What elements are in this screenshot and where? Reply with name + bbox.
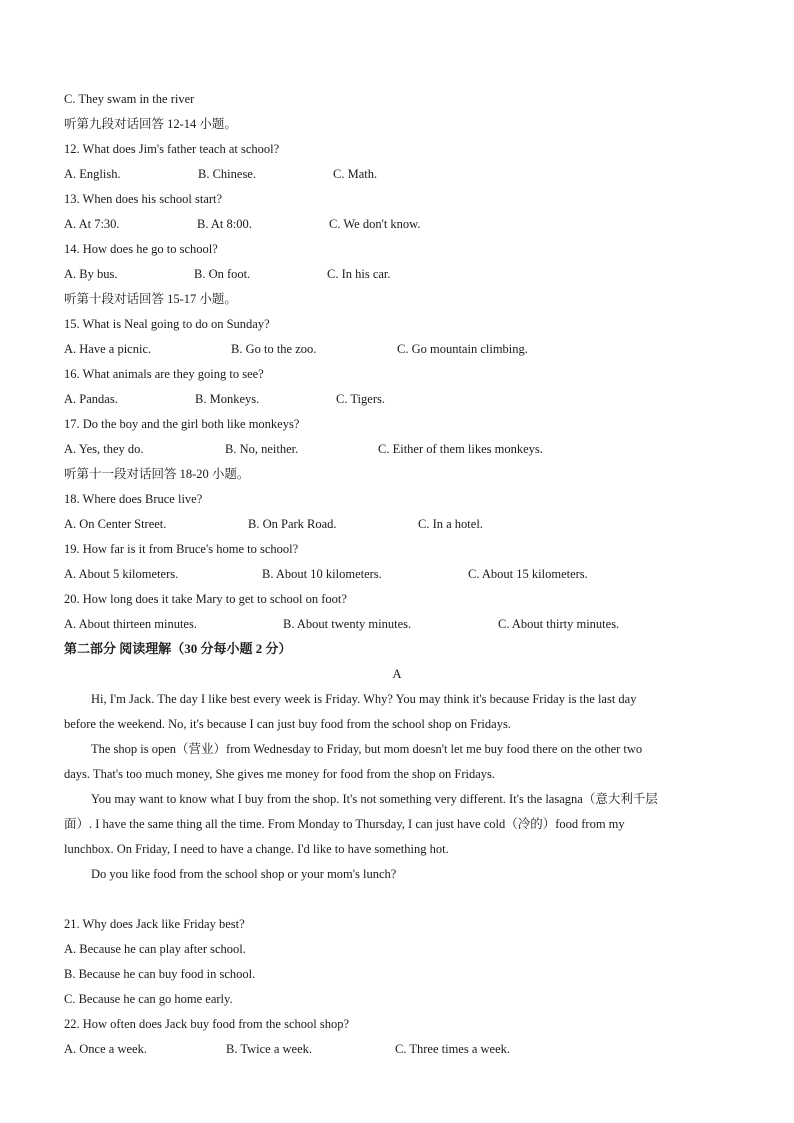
question-14: 14. How does he go to school?: [64, 242, 218, 256]
option-a: A. Because he can play after school.: [64, 942, 246, 956]
question-16: 16. What animals are they going to see?: [64, 367, 264, 381]
option-a: A. At 7:30.: [64, 217, 120, 231]
question-18: 18. Where does Bruce live?: [64, 492, 203, 506]
question-13: 13. When does his school start?: [64, 192, 223, 206]
option-a: A. Yes, they do.: [64, 442, 144, 456]
question-15: 15. What is Neal going to do on Sunday?: [64, 317, 270, 331]
option-a: A. About thirteen minutes.: [64, 617, 197, 631]
option-b: B. About 10 kilometers.: [262, 567, 382, 581]
option-a: A. English.: [64, 167, 121, 181]
option-c: C. Math.: [333, 167, 378, 181]
question-20: 20. How long does it take Mary to get to school on foot?: [64, 592, 347, 606]
option-b: B. On Park Road.: [248, 517, 337, 531]
passage-line: Hi, I'm Jack. The day I like best every week is Friday. Why? You may think it's because Friday is the last day: [91, 692, 637, 706]
option-a: A. About 5 kilometers.: [64, 567, 179, 581]
option-c: C. About thirty minutes.: [498, 617, 620, 631]
passage-line: 面）. I have the same thing all the time. From Monday to Thursday, I can just have cold（冷的）food from my: [64, 817, 625, 831]
option-c: C. In a hotel.: [418, 517, 483, 531]
section-instruction: 听第十段对话回答 15-17 小题。: [64, 292, 237, 306]
section-instruction: 听第十一段对话回答 18-20 小题。: [64, 467, 250, 481]
question-12: 12. What does Jim's father teach at school?: [64, 142, 280, 156]
option-b: B. About twenty minutes.: [283, 617, 412, 631]
question-21: 21. Why does Jack like Friday best?: [64, 917, 245, 931]
option-b: B. At 8:00.: [197, 217, 252, 231]
option-b: B. No, neither.: [225, 442, 299, 456]
answer-option-line: C. They swam in the river: [64, 92, 195, 106]
option-b: B. Twice a week.: [226, 1042, 313, 1056]
passage-line: before the weekend. No, it's because I can just buy food from the school shop on Fridays.: [64, 717, 511, 731]
option-a: A. On Center Street.: [64, 517, 167, 531]
question-17: 17. Do the boy and the girl both like monkeys?: [64, 417, 300, 431]
passage-line: days. That's too much money, She gives me money for food from the shop on Fridays.: [64, 767, 496, 781]
option-b: B. Chinese.: [198, 167, 256, 181]
option-a: A. Have a picnic.: [64, 342, 152, 356]
option-b: B. On foot.: [194, 267, 251, 281]
option-b: B. Go to the zoo.: [231, 342, 317, 356]
option-b: B. Because he can buy food in school.: [64, 967, 256, 981]
option-c: C. We don't know.: [329, 217, 421, 231]
option-c: C. Because he can go home early.: [64, 992, 233, 1006]
option-a: A. Once a week.: [64, 1042, 147, 1056]
section-instruction: 听第九段对话回答 12-14 小题。: [64, 117, 237, 131]
option-a: A. Pandas.: [64, 392, 118, 406]
option-a: A. By bus.: [64, 267, 118, 281]
option-c: C. In his car.: [327, 267, 391, 281]
passage-line: Do you like food from the school shop or your mom's lunch?: [91, 867, 397, 881]
option-c: C. Go mountain climbing.: [397, 342, 528, 356]
part-heading: 第二部分 阅读理解（30 分每小题 2 分）: [64, 641, 292, 656]
passage-line: lunchbox. On Friday, I need to have a change. I'd like to have something hot.: [64, 842, 449, 856]
question-19: 19. How far is it from Bruce's home to school?: [64, 542, 299, 556]
option-c: C. Tigers.: [336, 392, 385, 406]
option-c: C. About 15 kilometers.: [468, 567, 588, 581]
passage-line: The shop is open（营业）from Wednesday to Friday, but mom doesn't let me buy food there on the other two: [91, 742, 643, 756]
passage-label: A: [392, 667, 402, 681]
passage-line: You may want to know what I buy from the shop. It's not something very different. It's the lasagna（意大利千层: [91, 792, 658, 806]
option-c: C. Either of them likes monkeys.: [378, 442, 543, 456]
option-b: B. Monkeys.: [195, 392, 260, 406]
option-c: C. Three times a week.: [395, 1042, 511, 1056]
question-22: 22. How often does Jack buy food from the school shop?: [64, 1017, 350, 1031]
